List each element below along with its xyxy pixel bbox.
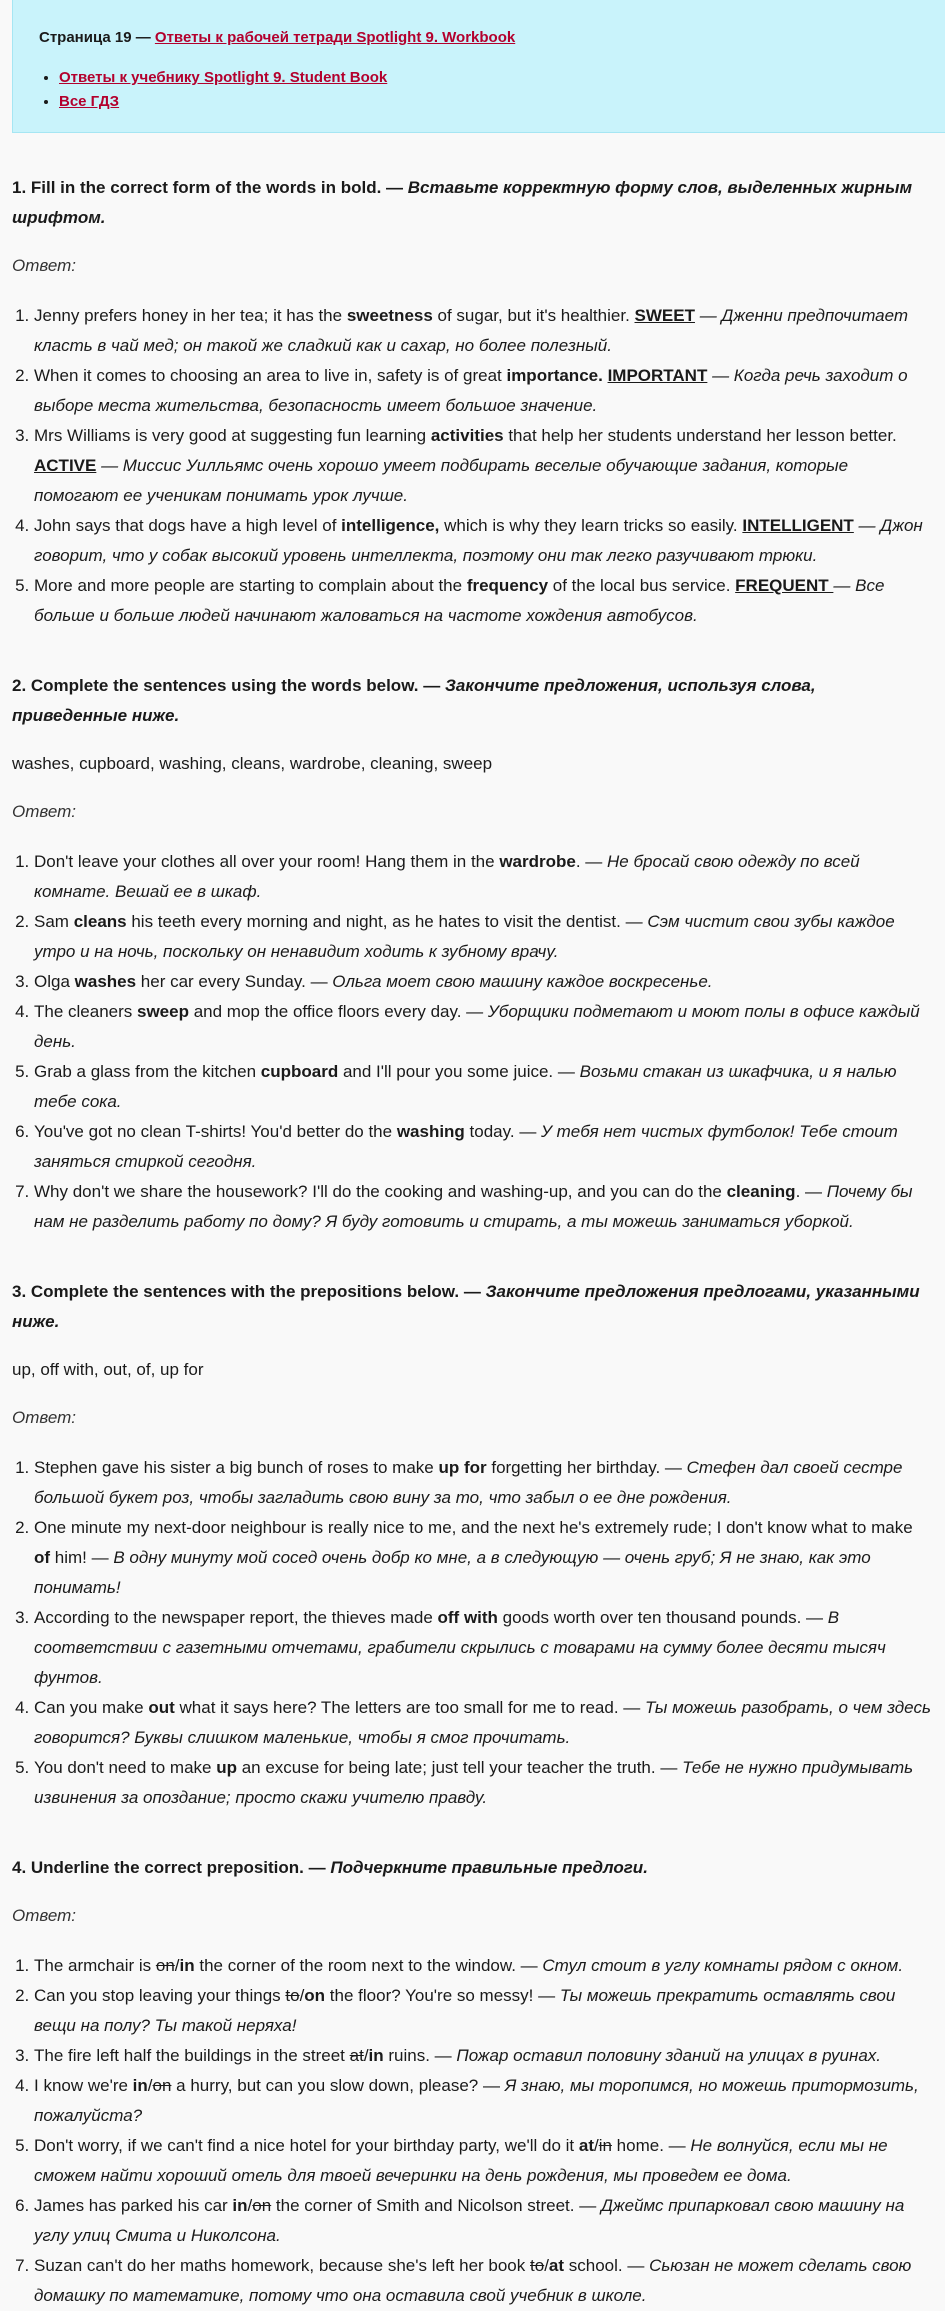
answer-label: Ответ:: [12, 1906, 77, 1925]
list-item: [34, 2191, 933, 2251]
correct-option: in: [368, 2046, 384, 2065]
title-ru: Закончите предложения предлогами, указанными ниже.: [12, 1282, 920, 1331]
section-2-list: [12, 847, 933, 1237]
translation: Стул стоит в углу комнаты рядом с окном.: [542, 1956, 904, 1975]
answer-word: cleaning: [726, 1182, 796, 1201]
list-item: [34, 571, 933, 631]
sentence-end: the corner of Smith and Nicolson street. —: [271, 2196, 601, 2215]
list-item: [34, 1603, 933, 1693]
all-gdz-link[interactable]: Все ГДЗ: [59, 93, 120, 110]
answer-label: Ответ:: [12, 256, 77, 275]
sentence-start: According to the newspaper report, the thieves made: [34, 1608, 438, 1627]
list-item: [34, 1453, 933, 1513]
sentence-end: the corner of the room next to the window. —: [194, 1956, 543, 1975]
sentence-end: which is why they learn tricks so easily.: [439, 516, 743, 535]
translation: У тебя нет чистых футболок! Тебе стоит заняться стиркой сегодня.: [34, 1122, 898, 1171]
sentence-start: Don't leave your clothes all over your room! Hang them in the: [34, 852, 500, 871]
translation: Не волнуйся, если мы не сможем найти хороший отель для твоей вечеринки на день рождения, мы проведем ее дома.: [34, 2136, 888, 2185]
sentence-start: Mrs Williams is very good at suggesting fun learning: [34, 426, 431, 445]
sentence-end: his teeth every morning and night, as he hates to visit the dentist. —: [126, 912, 648, 931]
sentence-start: The armchair is: [34, 1956, 156, 1975]
section-4-list: [12, 1951, 933, 2311]
content: [12, 173, 933, 2311]
list-item: [59, 90, 920, 114]
correct-option: at: [548, 2256, 565, 2275]
wrong-option: on: [155, 1956, 175, 1975]
sentence-end: school. —: [564, 2256, 650, 2275]
key-word: IMPORTANT: [607, 366, 708, 385]
title-en: 1. Fill in the correct form of the words in bold. —: [12, 178, 408, 197]
list-item: [34, 1951, 933, 1981]
list-item: [34, 421, 933, 511]
sentence-end: ruins. —: [383, 2046, 457, 2065]
translation: Стефен дал своей сестре большой букет роз, чтобы загладить свою вину за то, что забыл о ее дне рождения.: [34, 1458, 903, 1507]
translation: Ольга моет свою машину каждое воскресенье.: [332, 972, 713, 991]
sentence-end: of the local bus service.: [548, 576, 736, 595]
section-4-title: [12, 1853, 933, 1883]
translation: — Дженни предпочитает класть в чай мед; он такой же сладкий как и сахар, но более полезный.: [34, 306, 909, 355]
option-separator: /: [593, 2136, 599, 2155]
sentence-start: Jenny prefers honey in her tea; it has the: [34, 306, 347, 325]
section-3-title: [12, 1277, 933, 1337]
sentence-end: and I'll pour you some juice. —: [338, 1062, 580, 1081]
section-1-title: [12, 173, 933, 233]
sentence-end: forgetting her birthday. —: [486, 1458, 687, 1477]
answer-word: frequency: [466, 576, 549, 595]
wrong-option: to: [285, 1986, 300, 2005]
translation: Ты можешь прекратить оставлять свои вещи на полу? Ты такой неряха!: [34, 1986, 896, 2035]
list-item: [34, 1057, 933, 1117]
option-separator: /: [174, 1956, 180, 1975]
list-item: [34, 847, 933, 907]
workbook-link[interactable]: Ответы к рабочей тетради Spotlight 9. Workbook: [154, 29, 516, 46]
answer-word: importance.: [506, 366, 603, 385]
translation: Тебе не нужно придумывать извинения за опоздание; просто скажи учителю правду.: [34, 1758, 914, 1807]
sentence-end: that help her students understand her lesson better.: [503, 426, 897, 445]
wrong-option: to: [530, 2256, 545, 2275]
header-prefix: Страница 19 —: [39, 29, 155, 46]
translation: Сьюзан не может сделать свою домашку по математике, потому что она оставила свой учебник в школе.: [34, 2256, 912, 2305]
links-list: [39, 66, 920, 114]
option-separator: /: [363, 2046, 369, 2065]
list-item: [34, 301, 933, 361]
sentence-start: Can you stop leaving your things: [34, 1986, 286, 2005]
translation: Я знаю, мы торопимся, но можешь притормозить, пожалуйста?: [34, 2076, 919, 2125]
correct-option: at: [578, 2136, 594, 2155]
title-ru: Подчеркните правильные предлоги.: [330, 1858, 648, 1877]
correct-option: in: [132, 2076, 148, 2095]
sentence-start: More and more people are starting to complain about the: [34, 576, 467, 595]
list-item: [34, 907, 933, 967]
sentence-start: Don't worry, if we can't find a nice hotel for your birthday party, we'll do it: [34, 2136, 579, 2155]
sentence-start: The cleaners: [34, 1002, 137, 1021]
sentence-start: Sam: [34, 912, 74, 931]
sentence-start: Olga: [34, 972, 75, 991]
sentence-start: Stephen gave his sister a big bunch of roses to make: [34, 1458, 439, 1477]
list-item: [34, 2041, 933, 2071]
translation: Ты можешь разобрать, о чем здесь говорится? Буквы слишком маленькие, чтобы я смог прочитать.: [34, 1698, 931, 1747]
option-separator: /: [299, 1986, 305, 2005]
key-word: SWEET: [634, 306, 695, 325]
list-item: [34, 1177, 933, 1237]
key-word: ACTIVE: [34, 456, 97, 475]
sentence-start: Grab a glass from the kitchen: [34, 1062, 261, 1081]
translation: Джеймс припарковал свою машину на углу улиц Смита и Николсона.: [34, 2196, 905, 2245]
sentence-start: John says that dogs have a high level of: [34, 516, 342, 535]
sentence-end: him! —: [50, 1548, 114, 1567]
section-2-title: [12, 671, 933, 731]
sentence-end: goods worth over ten thousand pounds. —: [497, 1608, 828, 1627]
sentence-end: home. —: [611, 2136, 691, 2155]
list-item: [34, 1753, 933, 1813]
answer-word: off with: [437, 1608, 498, 1627]
sentence-start: The fire left half the buildings in the street: [34, 2046, 350, 2065]
translation: Уборщики подметают и моют полы в офисе каждый день.: [34, 1002, 920, 1051]
word-bank: up, off with, out, of, up for: [12, 1360, 204, 1379]
translation: — Все больше и больше людей начинают жаловаться на частоте хождения автобусов.: [34, 576, 885, 625]
title-ru: Закончите предложения, используя слова, приведенные ниже.: [12, 676, 816, 725]
sentence-start: James has parked his car: [34, 2196, 233, 2215]
sentence-start: Suzan can't do her maths homework, because she's left her book: [34, 2256, 530, 2275]
sentence-end: her car every Sunday. —: [136, 972, 333, 991]
sentence-end: of sugar, but it's healthier.: [432, 306, 635, 325]
sentence-end: . —: [575, 852, 608, 871]
answer-word: out: [148, 1698, 175, 1717]
translation: — Миссис Уилльямс очень хорошо умеет подбирать веселые обучающие задания, которые помогают ее ученикам понимать урок лучше.: [34, 456, 849, 505]
list-item: [34, 2251, 933, 2311]
list-item: [59, 66, 920, 90]
sentence-end: a hurry, but can you slow down, please? —: [171, 2076, 505, 2095]
links-box: [12, 0, 945, 133]
answer-word: wardrobe: [499, 852, 576, 871]
answer-word: cleans: [73, 912, 127, 931]
list-item: [34, 1693, 933, 1753]
translation: — Джон говорит, что у собак высокий уровень интеллекта, поэтому они так легко разучивают трюки.: [34, 516, 923, 565]
key-word: INTELLIGENT: [742, 516, 854, 535]
option-separator: /: [147, 2076, 153, 2095]
list-item: [34, 997, 933, 1057]
translation: Почему бы нам не разделить работу по дому? Я буду готовить и стирать, а ты можешь заниматься уборкой.: [34, 1182, 913, 1231]
sentence-end: an excuse for being late; just tell your teacher the truth. —: [236, 1758, 683, 1777]
translation: Возьми стакан из шкафчика, и я налью тебе сока.: [34, 1062, 897, 1111]
answer-word: of: [34, 1548, 51, 1567]
answer-word: washing: [396, 1122, 465, 1141]
title-en: 3. Complete the sentences with the prepositions below. —: [12, 1282, 486, 1301]
sentence-end: today. —: [464, 1122, 542, 1141]
section-3-list: [12, 1453, 933, 1813]
sentence-start: One minute my next-door neighbour is really nice to me, and the next he's extremely rude; I don't know what to make: [34, 1518, 913, 1537]
wrong-option: in: [598, 2136, 612, 2155]
correct-option: on: [304, 1986, 326, 2005]
sentence-end: the floor? You're so messy! —: [325, 1986, 560, 2005]
word-bank: washes, cupboard, washing, cleans, wardrobe, cleaning, sweep: [12, 754, 493, 773]
answer-word: up for: [438, 1458, 487, 1477]
answer-word: sweetness: [346, 306, 433, 325]
title-ru: Вставьте корректную форму слов, выделенных жирным шрифтом.: [12, 178, 913, 227]
sentence-start: You've got no clean T-shirts! You'd better do the: [34, 1122, 397, 1141]
key-word: FREQUENT: [735, 576, 834, 595]
answer-word: sweep: [137, 1002, 189, 1021]
sentence-end: and mop the office floors every day. —: [188, 1002, 488, 1021]
sentence-start: You don't need to make: [34, 1758, 217, 1777]
list-item: [34, 361, 933, 421]
answer-word: up: [216, 1758, 237, 1777]
student-book-link[interactable]: Ответы к учебнику Spotlight 9. Student Book: [59, 69, 388, 86]
list-item: [34, 511, 933, 571]
answer-word: cupboard: [260, 1062, 339, 1081]
list-item: [34, 967, 933, 997]
list-item: [34, 1513, 933, 1603]
sentence-end: what it says here? The letters are too small for me to read. —: [174, 1698, 646, 1717]
title-en: 2. Complete the sentences using the words below. —: [12, 676, 445, 695]
sentence-end: . —: [795, 1182, 827, 1201]
answer-word: activities: [430, 426, 504, 445]
list-item: [34, 2071, 933, 2131]
translation: Не бросай свою одежду по всей комнате. Вешай ее в шкаф.: [34, 852, 860, 901]
translation: В одну минуту мой сосед очень добр ко мне, а в следующую — очень груб; Я не знаю, как это понимать!: [34, 1548, 871, 1597]
correct-option: in: [179, 1956, 195, 1975]
answer-label: Ответ:: [12, 1408, 77, 1427]
wrong-option: on: [252, 2196, 272, 2215]
translation: В соответствии с газетными отчетами, грабители скрылись с товарами на сумму более десяти тысяч фунтов.: [34, 1608, 886, 1687]
option-separator: /: [544, 2256, 549, 2275]
list-item: [34, 2131, 933, 2191]
sentence-start: Can you make: [34, 1698, 149, 1717]
sentence-start: Why don't we share the housework? I'll do the cooking and washing-up, and you can do the: [34, 1182, 727, 1201]
answer-word: washes: [74, 972, 137, 991]
sentence-start: I know we're: [34, 2076, 133, 2095]
translation: Пожар оставил половину зданий на улицах в руинах.: [456, 2046, 882, 2065]
correct-option: in: [232, 2196, 248, 2215]
translation: Сэм чистит свои зубы каждое утро и на ночь, поскольку он ненавидит ходить к зубному врачу.: [34, 912, 895, 961]
title-en: 4. Underline the correct preposition. —: [12, 1858, 331, 1877]
answer-word: intelligence,: [341, 516, 440, 535]
wrong-option: on: [152, 2076, 172, 2095]
list-item: [34, 1117, 933, 1177]
page-header: [39, 26, 920, 50]
wrong-option: at: [349, 2046, 364, 2065]
sentence-start: When it comes to choosing an area to live in, safety is of great: [34, 366, 507, 385]
section-1-list: [12, 301, 933, 631]
option-separator: /: [247, 2196, 253, 2215]
translation: — Когда речь заходит о выборе места жительства, безопасность имеет большое значение.: [34, 366, 908, 415]
list-item: [34, 1981, 933, 2041]
answer-label: Ответ:: [12, 802, 77, 821]
